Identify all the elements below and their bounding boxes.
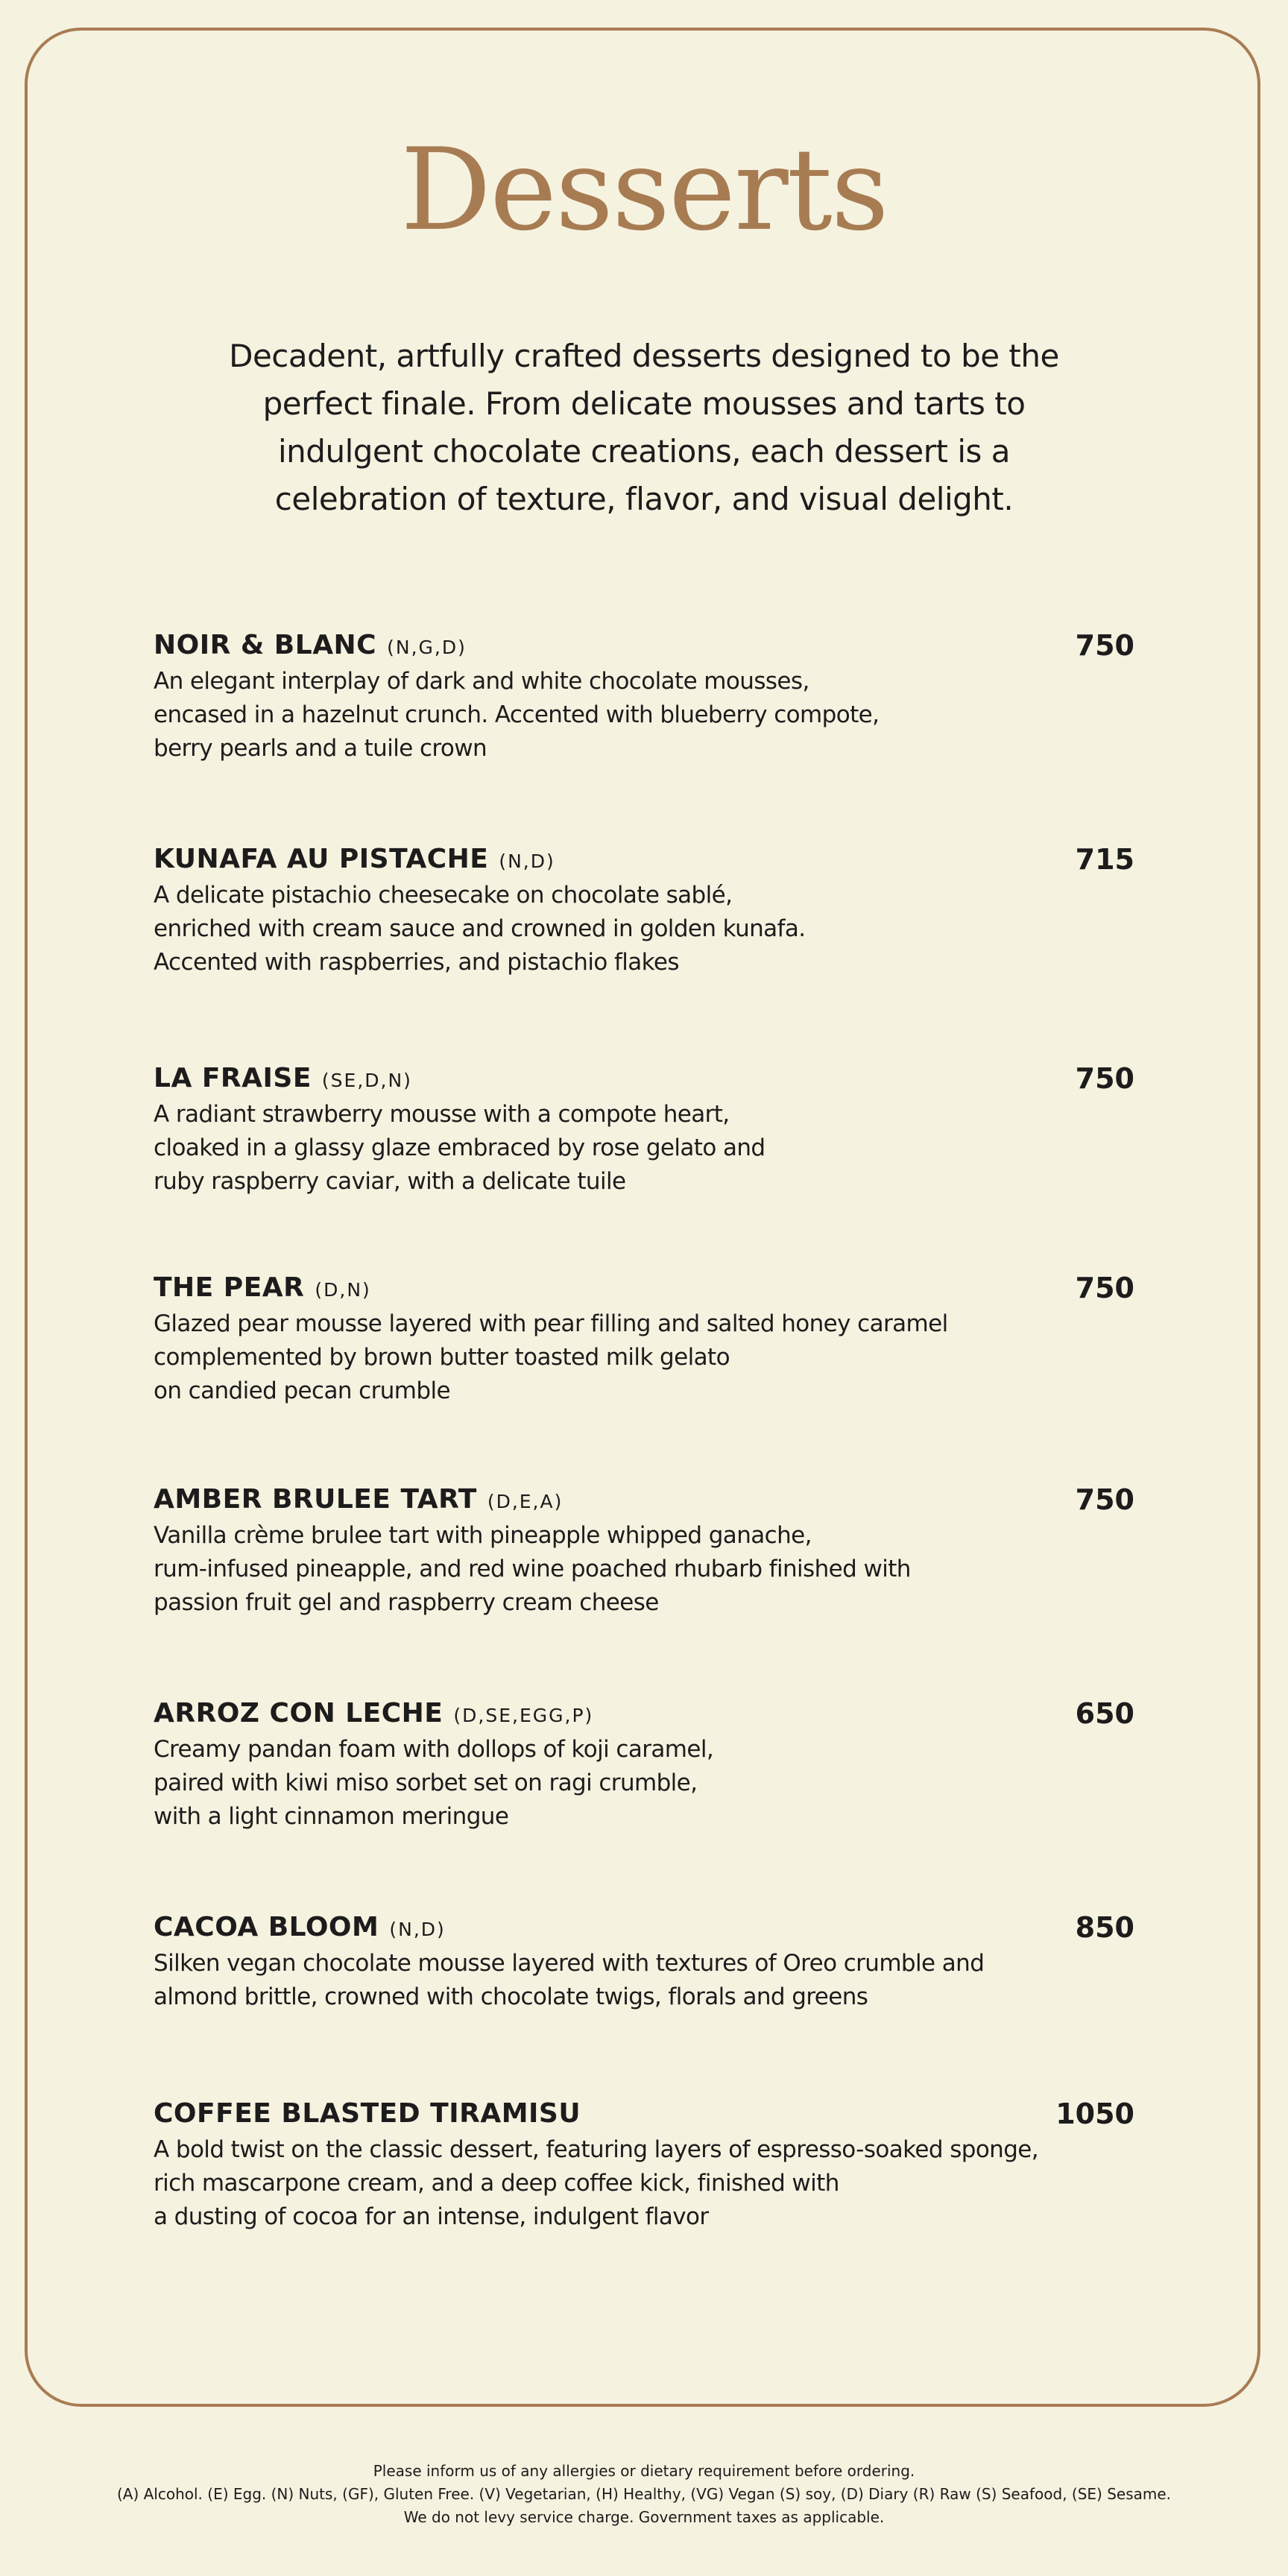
item-description-line: a dusting of cocoa for an intense, indulgent flavor: [154, 2203, 709, 2230]
item-description-line: cloaked in a glassy glaze embraced by rose gelato and: [154, 1134, 765, 1161]
item-allergen-tags: (SE,D,N): [321, 1070, 412, 1091]
item-name: THE PEAR: [154, 1272, 305, 1303]
item-description: [154, 665, 1134, 765]
item-price: 715: [1075, 843, 1134, 876]
footer-allergen-legend: (A) Alcohol. (E) Egg. (N) Nuts, (GF), Gluten Free. (V) Vegetarian, (H) Healthy, (VG) Vegan (S) soy, (D) Diary (R) Raw (S) Seafood, (SE) Sesame.: [116, 2485, 1172, 2503]
item-name: KUNAFA AU PISTACHE: [154, 844, 489, 874]
item-description-line: Creamy pandan foam with dollops of koji caramel,: [154, 1736, 714, 1763]
menu-intro: Decadent, artfully crafted desserts designed to be the perfect finale. From delicate mousses and tarts to indulgent chocolate creations, each dessert is a celebration of texture, flavor, and visual delight.: [229, 338, 1059, 517]
item-description-line: Vanilla crème brulee tart with pineapple whipped ganache,: [154, 1522, 812, 1549]
item-name: COFFEE BLASTED TIRAMISU: [154, 2098, 581, 2129]
item-description-line: complemented by brown butter toasted milk gelato: [154, 1344, 730, 1371]
item-description-line: Silken vegan chocolate mousse layered with textures of Oreo crumble and: [154, 1950, 985, 1977]
item-description-line: A delicate pistachio cheesecake on chocolate sablé,: [154, 882, 733, 909]
item-description-line: Glazed pear mousse layered with pear filling and salted honey caramel: [154, 1310, 948, 1337]
item-allergen-tags: (D,E,A): [487, 1491, 564, 1512]
footer-tax-notice: We do not levy service charge. Government taxes as applicable.: [403, 2508, 885, 2526]
item-description-line: rum-infused pineapple, and red wine poached rhubarb finished with: [154, 1556, 911, 1582]
menu-item-kunafa-au-pistache: [154, 840, 1134, 979]
menu-item-amber-brulee-tart: [154, 1480, 1134, 1620]
item-description-line: An elegant interplay of dark and white chocolate mousses,: [154, 668, 809, 695]
item-allergen-tags: (D,SE,EGG,P): [453, 1705, 594, 1726]
item-description-line: ruby raspberry caviar, with a delicate tuile: [154, 1168, 626, 1195]
item-description-line: berry pearls and a tuile crown: [154, 735, 487, 762]
item-price: 750: [1075, 1062, 1134, 1095]
item-description: [154, 1947, 1134, 2014]
item-allergen-tags: (D,N): [315, 1279, 371, 1301]
item-description-line: passion fruit gel and raspberry cream cheese: [154, 1589, 659, 1616]
item-description-line: on candied pecan crumble: [154, 1377, 450, 1404]
item-allergen-tags: (N,D): [499, 850, 555, 872]
page-title: Desserts: [400, 124, 888, 256]
item-allergen-tags: (N,D): [389, 1919, 446, 1940]
item-description-line: A bold twist on the classic dessert, featuring layers of espresso-soaked sponge,: [154, 2136, 1039, 2163]
item-description: [154, 1519, 1134, 1620]
menu-item-cacoa-bloom: [154, 1908, 1134, 2014]
item-description: [154, 1098, 1134, 1199]
item-price: 750: [1075, 1483, 1134, 1516]
menu-item-la-fraise: [154, 1059, 1134, 1199]
item-description-line: enriched with cream sauce and crowned in golden kunafa.: [154, 915, 806, 942]
item-price: 750: [1075, 629, 1134, 662]
menu-item-the-pear: [154, 1269, 1134, 1408]
item-name: AMBER BRULEE TART: [154, 1484, 477, 1515]
item-price: 1050: [1055, 2097, 1134, 2130]
item-name: LA FRAISE: [154, 1063, 312, 1093]
item-price: 850: [1075, 1911, 1134, 1944]
item-price: 750: [1075, 1272, 1134, 1304]
item-name: ARROZ CON LECHE: [154, 1698, 443, 1729]
menu-footer: [0, 2460, 1288, 2529]
item-name: NOIR & BLANC: [154, 630, 377, 660]
menu-item-arroz-con-leche: [154, 1694, 1134, 1834]
footer-allergy-notice: Please inform us of any allergies or dietary requirement before ordering.: [373, 2462, 915, 2480]
item-description: [154, 1733, 1134, 1834]
item-description-line: encased in a hazelnut crunch. Accented with blueberry compote,: [154, 701, 880, 728]
item-description-line: Accented with raspberries, and pistachio flakes: [154, 949, 679, 976]
menu-item-noir-blanc: [154, 626, 1134, 765]
item-description: [154, 879, 1134, 979]
item-allergen-tags: (N,G,D): [387, 637, 467, 658]
item-name: CACOA BLOOM: [154, 1912, 379, 1942]
item-description: [154, 1307, 1134, 1408]
item-description-line: paired with kiwi miso sorbet set on ragi crumble,: [154, 1770, 698, 1796]
item-price: 650: [1075, 1697, 1134, 1730]
item-description-line: rich mascarpone cream, and a deep coffee kick, finished with: [154, 2170, 839, 2197]
item-description-line: A radiant strawberry mousse with a compote heart,: [154, 1101, 730, 1128]
item-description-line: with a light cinnamon meringue: [154, 1803, 509, 1830]
item-description: [154, 2133, 1134, 2234]
item-description-line: almond brittle, crowned with chocolate twigs, florals and greens: [154, 1983, 868, 2010]
menu-item-coffee-blasted-tiramisu: [154, 2094, 1134, 2234]
